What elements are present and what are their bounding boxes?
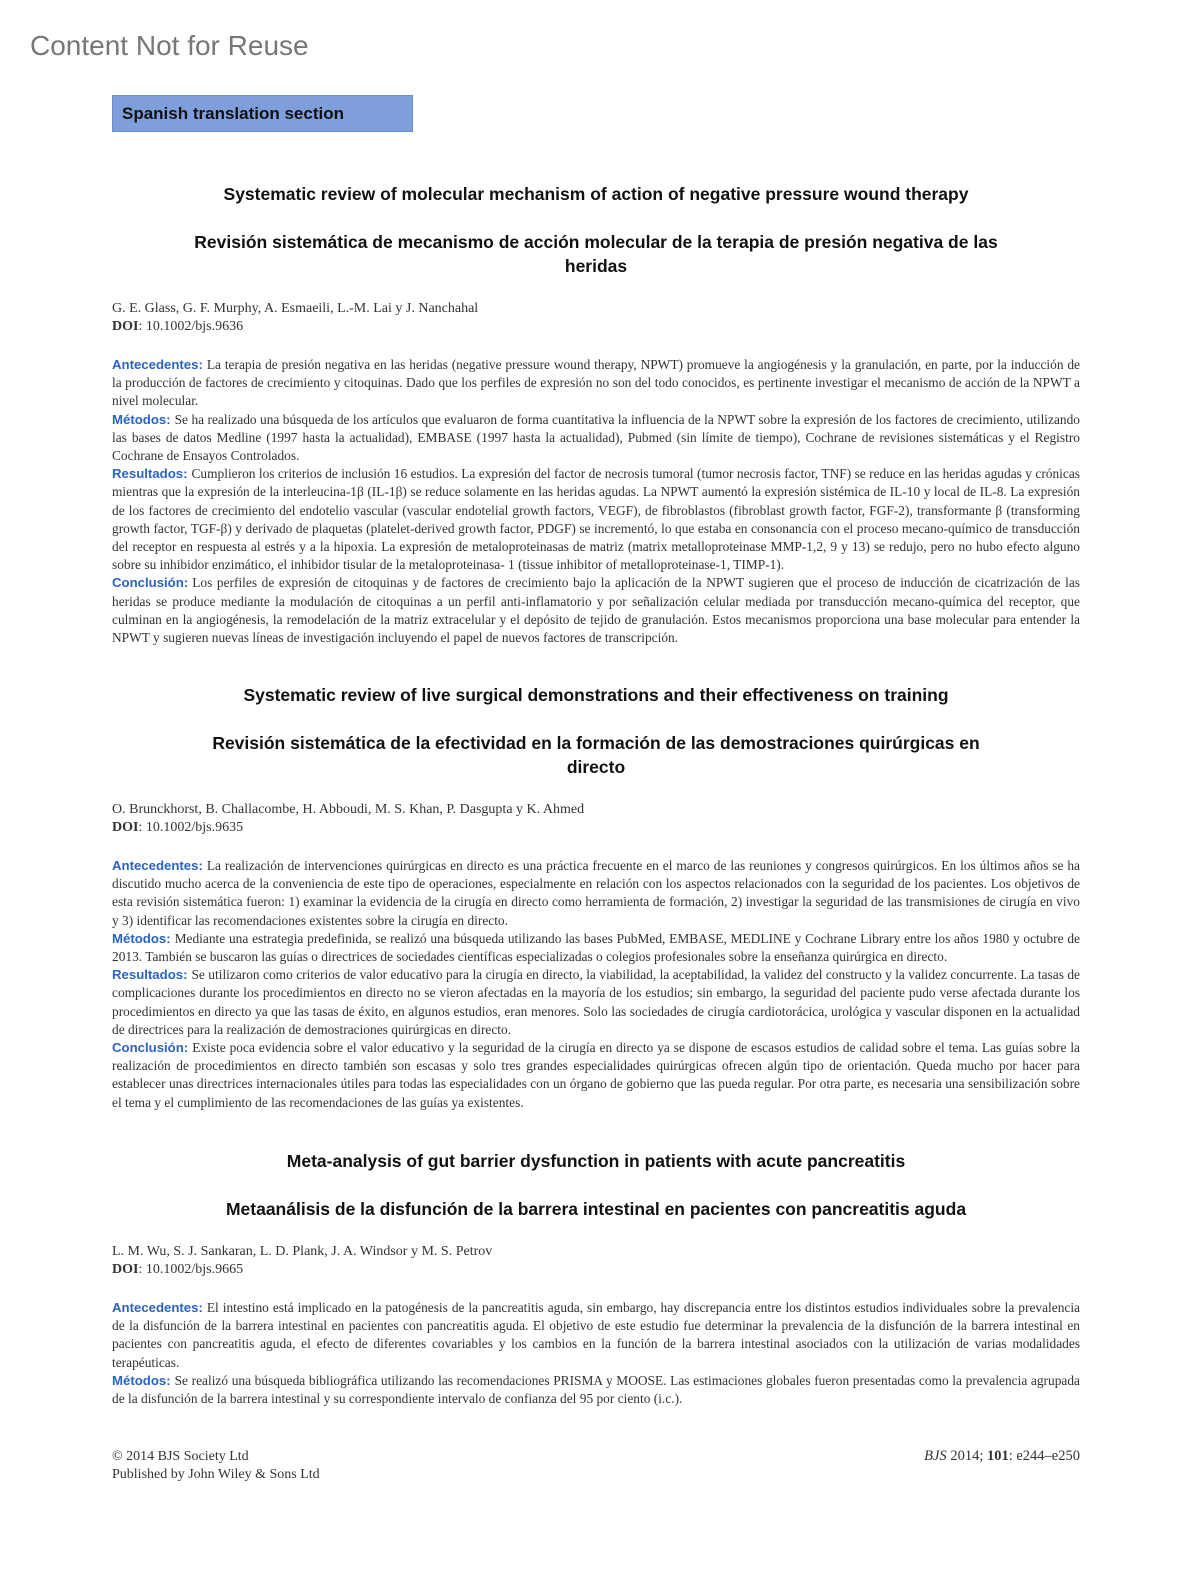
section-label: Conclusión: xyxy=(112,1040,189,1056)
article-authors: G. E. Glass, G. F. Murphy, A. Esmaeili, L.-M. Lai y J. Nanchahal xyxy=(112,301,479,316)
article-doi[interactable] xyxy=(112,819,1080,837)
footer-year: 2014; xyxy=(950,1448,984,1464)
abstract-section xyxy=(112,1299,1080,1372)
section-label: Métodos: xyxy=(112,1372,171,1388)
abstract-section xyxy=(112,574,1080,647)
article-title-es: Revisión sistemática de la efectividad en la formación de las demostraciones quirúrgicas en directo xyxy=(212,733,980,777)
section-label: Resultados: xyxy=(112,967,188,983)
abstract-section xyxy=(112,465,1080,574)
section-label: Antecedentes: xyxy=(112,1300,203,1315)
article-title-en: Systematic review of live surgical demonstrations and their effectiveness on training xyxy=(243,685,949,705)
section-text: La realización de intervenciones quirúrgicas en directo es una práctica frecuente en el marco de las reuniones y congresos quirúrgicos. En los últimos años se ha discutido mucho acerca de la conveniencia de este tipo de operaciones, especialmente en relación con los aspectos relacionados con la seguridad de los pacientes. Los objetivos de esta revisión sistemática fueron: 1) examinar la evidencia de la cirugía en directo como herramienta de formación, 2) investigar la seguridad de las transmisiones de cirugía en vivo y 3) identificar las recomendaciones existentes sobre la cirugía en directo. xyxy=(112,858,1080,928)
article-1 xyxy=(112,182,1080,647)
article-authors: L. M. Wu, S. J. Sankaran, L. D. Plank, J. A. Windsor y M. S. Petrov xyxy=(112,1244,493,1259)
article-2 xyxy=(112,683,1080,1112)
section-label: Métodos: xyxy=(112,411,171,427)
abstract-section xyxy=(112,930,1080,966)
section-label: Antecedentes: xyxy=(112,858,203,873)
section-text: El intestino está implicado en la patogénesis de la pancreatitis aguda, sin embargo, hay discrepancia entre los distintos estudios individuales sobre la prevalencia de la disfunción de la barrera intestinal en pacientes con pancreatitis aguda. El objetivo de este estudio fue determinar la prevalencia de la disfunción de la barrera intestinal en pacientes con pancreatitis aguda, el efecto de diferentes covariables y los cambios en la función de la barrera intestinal asociados con la utilización de varias modalidades terapéuticas. xyxy=(112,1300,1080,1370)
section-banner: Spanish translation section xyxy=(112,95,413,132)
section-text: Se ha realizado una búsqueda de los artículos que evaluaron de forma cuantitativa la influencia de la NPWT sobre la expresión de los factores de crecimiento, utilizando las bases de datos Medline (1997 hasta la actualidad), EMBASE (1997 hasta la actualidad), Pubmed (sin límite de tiempo), Cochrane de revisiones sistemáticas y el Registro Cochrane de Ensayos Controlados. xyxy=(112,411,1080,464)
article-abstract xyxy=(112,1299,1080,1408)
footer-volume: 101 xyxy=(986,1448,1009,1464)
doi-value: : 10.1002/bjs.9665 xyxy=(138,1262,244,1277)
abstract-section xyxy=(112,1039,1080,1112)
section-text: Se utilizaron como criterios de valor educativo para la cirugía en directo, la viabilidad, la aceptabilidad, la validez del constructo y la validez concurrente. La tasas de complicaciones durante los procedimientos en directo no se vieron afectadas en la mayoría de los estudios; sin embargo, la seguridad del paciente pudo verse afectada durante los procedimientos en directo ya que las tasas de éxito, en algunos estudios, eran menores. Solo las sociedades de cirugía cardiotorácica, urológica y vascular disponen en la actualidad de directrices para la realización de demostraciones quirúrgicas en directo. xyxy=(112,967,1080,1037)
section-text: Existe poca evidencia sobre el valor educativo y la seguridad de la cirugía en directo ya se dispone de escasos estudios de calidad sobre el tema. Las guías sobre la realización de procedimientos en directo también son escasas y solo tres grandes especialidades quirúrgicas ofrecen algún tipo de orientación. Queda mucho por hacer para establecer unas directrices internacionales útiles para todas las especialidades con un órgano de gobierno que las pueda regular. Por otra parte, es necesaria una sensibilización sobre el tema y el cumplimiento de las recomendaciones de las guías ya existentes. xyxy=(112,1040,1080,1110)
section-text: Se realizó una búsqueda bibliográfica utilizando las recomendaciones PRISMA y MOOSE. Las estimaciones globales fueron presentadas como la prevalencia agrupada de la disfunción de la barrera intestinal y su correspondiente intervalo de confianza del 95 por ciento (i.c.). xyxy=(112,1372,1080,1407)
footer-publisher: Published by John Wiley & Sons Ltd xyxy=(112,1467,320,1482)
doi-label: DOI xyxy=(112,319,139,334)
article-doi[interactable] xyxy=(112,318,1080,336)
article-3 xyxy=(112,1149,1080,1408)
article-title-en: Meta-analysis of gut barrier dysfunction in patients with acute pancreatitis xyxy=(286,1151,906,1171)
footer-pages: : e244–e250 xyxy=(1008,1448,1080,1464)
section-text: Los perfiles de expresión de citoquinas y de factores de crecimiento bajo la aplicación de la NPWT sugieren que el proceso de inducción de cicatrización de las heridas se produce mediante la modulación de citoquinas a un perfil anti-inflamatorio y por señalización celular mediada por transducción mecano-química del receptor, que culminan en la angiogénesis, la remodelación de la matriz extracelular y el depósito de tejido de granulación. Estos mecanismos proporciona una base molecular para entender la NPWT y sugieren nuevas líneas de investigación incluyendo el papel de nuevos factores de transcripción. xyxy=(112,575,1080,646)
article-title-es: Metaanálisis de la disfunción de la barrera intestinal en pacientes con pancreatitis aguda xyxy=(225,1199,967,1219)
abstract-section xyxy=(112,356,1080,411)
article-authors: O. Brunckhorst, B. Challacombe, H. Abboudi, M. S. Khan, P. Dasgupta y K. Ahmed xyxy=(112,802,585,817)
abstract-section xyxy=(112,1372,1080,1408)
watermark: Content Not for Reuse xyxy=(30,30,309,61)
footer-copyright: © 2014 BJS Society Ltd xyxy=(112,1449,249,1464)
section-text: Cumplieron los criterios de inclusión 16 estudios. La expresión del factor de necrosis tumoral (tumor necrosis factor, TNF) se reduce en las heridas agudas y crónicas mientras que la expresión de la interleucina-1β (IL-1β) se reduce solamente en las heridas agudas. La NPWT aumentó la expresión sistémica de IL-10 y local de IL-8. La expresión de los factores de crecimiento del endotelio vascular (vascular endotelial growth factors, VEGF), de fibroblastos (fibroblast growth factor, FGF-2), transformante β (transforming growth factor, TGF-β) y derivado de plaquetas (platelet-derived growth factor, PDGF) se incrementó, lo que estaba en consonancia con el proceso mecano-químico de transducción del receptor en respuesta al estrés y a la hipoxia. La expresión de metaloproteinasas de matriz (matrix metalloproteinase MMP-1,2, 9 y 13) se redujo, pero no hubo efecto alguno sobre su inhibidor enzimático, el inhibidor tisular de la metaloproteinasa- 1 (tissue inhibitor of metalloproteinase-1, TIMP-1). xyxy=(112,466,1080,573)
article-title-en: Systematic review of molecular mechanism of action of negative pressure wound therapy xyxy=(223,184,969,204)
doi-label: DOI xyxy=(112,820,139,835)
section-text: Mediante una estrategia predefinida, se realizó una búsqueda utilizando las bases PubMed, EMBASE, MEDLINE y Cochrane Library entre los años 1980 y octubre de 2013. También se buscaron las guías o directrices de sociedades científicas especializadas o colegios profesionales sobre la enseñanza quirúrgica en directo. xyxy=(112,930,1080,965)
article-abstract xyxy=(112,356,1080,647)
doi-label: DOI xyxy=(112,1262,139,1277)
section-label: Métodos: xyxy=(112,930,171,946)
abstract-section xyxy=(112,966,1080,1039)
article-title-es: Revisión sistemática de mecanismo de acción molecular de la terapia de presión negativa de las heridas xyxy=(194,232,998,276)
section-text: La terapia de presión negativa en las heridas (negative pressure wound therapy, NPWT) promueve la angiogénesis y la granulación, en parte, por la inducción de la producción de factores de crecimiento y citoquinas. Dado que los perfiles de expresión no son del todo conocidos, es pertinente investigar el mecanismo de acción de la NPWT a nivel molecular. xyxy=(112,357,1080,409)
article-doi[interactable] xyxy=(112,1261,1080,1279)
footer-left xyxy=(112,1448,320,1484)
article-abstract xyxy=(112,857,1080,1112)
section-label: Antecedentes: xyxy=(112,357,203,372)
doi-value: : 10.1002/bjs.9635 xyxy=(138,820,244,835)
section-label: Resultados: xyxy=(112,466,188,482)
abstract-section xyxy=(112,411,1080,466)
footer-journal: BJS xyxy=(924,1448,947,1464)
abstract-section xyxy=(112,857,1080,930)
section-label: Conclusión: xyxy=(112,575,189,591)
footer-citation xyxy=(924,1448,1080,1465)
doi-value: : 10.1002/bjs.9636 xyxy=(138,319,244,334)
